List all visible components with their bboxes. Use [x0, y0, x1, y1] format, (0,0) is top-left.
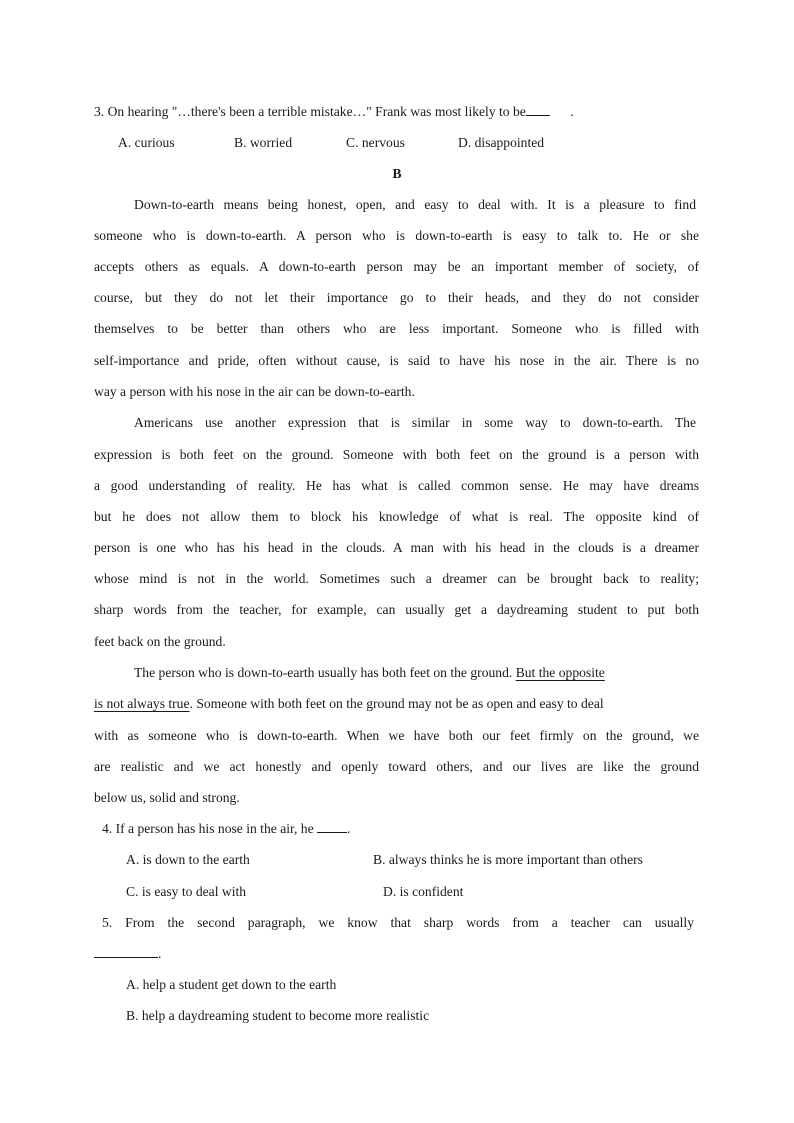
p1-line-1: Down-to-earth means being honest, open, and easy to deal with. It is a pleasure to find — [134, 197, 696, 212]
p2-line-1: Americans use another expression that is similar in some way to down-to-earth. The — [134, 415, 696, 430]
q4-answer-blank — [317, 820, 347, 833]
p1-line-2: someone who is down-to-earth. A person who is down-to-earth is easy to talk to. He or she — [94, 228, 699, 243]
q4-stem-end: . — [347, 821, 351, 836]
p3-line-1-text: The person who is down-to-earth usually has both feet on the ground. — [134, 665, 513, 680]
q5-answer-blank — [94, 945, 158, 958]
q5-stem-end: . — [158, 946, 162, 961]
p3-line-4: are realistic and we act honestly and openly toward others, and our lives are like the ground — [94, 759, 699, 774]
p2-line-6: whose mind is not in the world. Sometimes such a dreamer can be brought back to reality; — [94, 571, 699, 586]
p2-line-2: expression is both feet on the ground. Someone with both feet on the ground is a person with — [94, 447, 699, 462]
q5-stem-blank-line — [94, 945, 161, 963]
q4-stem-text: 4. If a person has his nose in the air, he — [102, 821, 314, 836]
p2-line-3: a good understanding of reality. He has what is called common sense. He may have dreams — [94, 478, 699, 493]
p2-line-7: sharp words from the teacher, for example, can usually get a daydreaming student to put both — [94, 602, 699, 617]
q4-option-a: A. is down to the earth — [126, 852, 250, 867]
p1-line-7: way a person with his nose in the air can be down-to-earth. — [94, 384, 415, 399]
q3-answer-blank — [526, 103, 550, 116]
p1-line-4: course, but they do not let their importance go to their heads, and they do not consider — [94, 290, 699, 305]
p1-line-6: self-importance and pride, often without cause, is said to have his nose in the air. There is no — [94, 353, 699, 368]
p3-line-1 — [134, 664, 605, 682]
q4-option-d: D. is confident — [383, 884, 464, 899]
p3-line-5: below us, solid and strong. — [94, 790, 240, 805]
p2-line-4: but he does not allow them to block his knowledge of what is real. The opposite kind of — [94, 509, 699, 524]
p3-underlined-phrase-end: is not always true — [94, 696, 190, 711]
q3-option-b: B. worried — [234, 135, 293, 150]
q4-stem — [102, 820, 350, 838]
q3-stem — [94, 103, 574, 121]
q5-stem: 5. From the second paragraph, we know that sharp words from a teacher can usually — [102, 915, 694, 930]
p1-line-5: themselves to be better than others who are less important. Someone who is filled with — [94, 321, 699, 336]
q3-stem-end: . — [549, 104, 574, 119]
q4-option-c: C. is easy to deal with — [126, 884, 247, 899]
p1-line-3: accepts others as equals. A down-to-earth person may be an important member of society, of — [94, 259, 699, 274]
p3-line-2 — [94, 695, 699, 713]
p3-line-3: with as someone who is down-to-earth. When we have both our feet firmly on the ground, we — [94, 728, 699, 743]
p3-underlined-phrase-start: But the opposite — [515, 665, 605, 680]
q4-option-b: B. always thinks he is more important than others — [373, 852, 643, 867]
q3-option-d: D. disappointed — [458, 135, 545, 150]
section-title: B — [392, 166, 402, 181]
q5-option-b: B. help a daydreaming student to become more realistic — [126, 1008, 430, 1023]
p2-line-5: person is one who has his head in the clouds. A man with his head in the clouds is a dreamer — [94, 540, 699, 555]
q3-option-c: C. nervous — [346, 135, 405, 150]
q5-option-a: A. help a student get down to the earth — [126, 977, 337, 992]
p2-line-8: feet back on the ground. — [94, 634, 226, 649]
p3-line-2-text: . Someone with both feet on the ground may not be as open and easy to deal — [189, 696, 604, 711]
q3-option-a: A. curious — [118, 135, 175, 150]
q3-stem-text: 3. On hearing "…there's been a terrible mistake…" Frank was most likely to be — [94, 104, 526, 119]
